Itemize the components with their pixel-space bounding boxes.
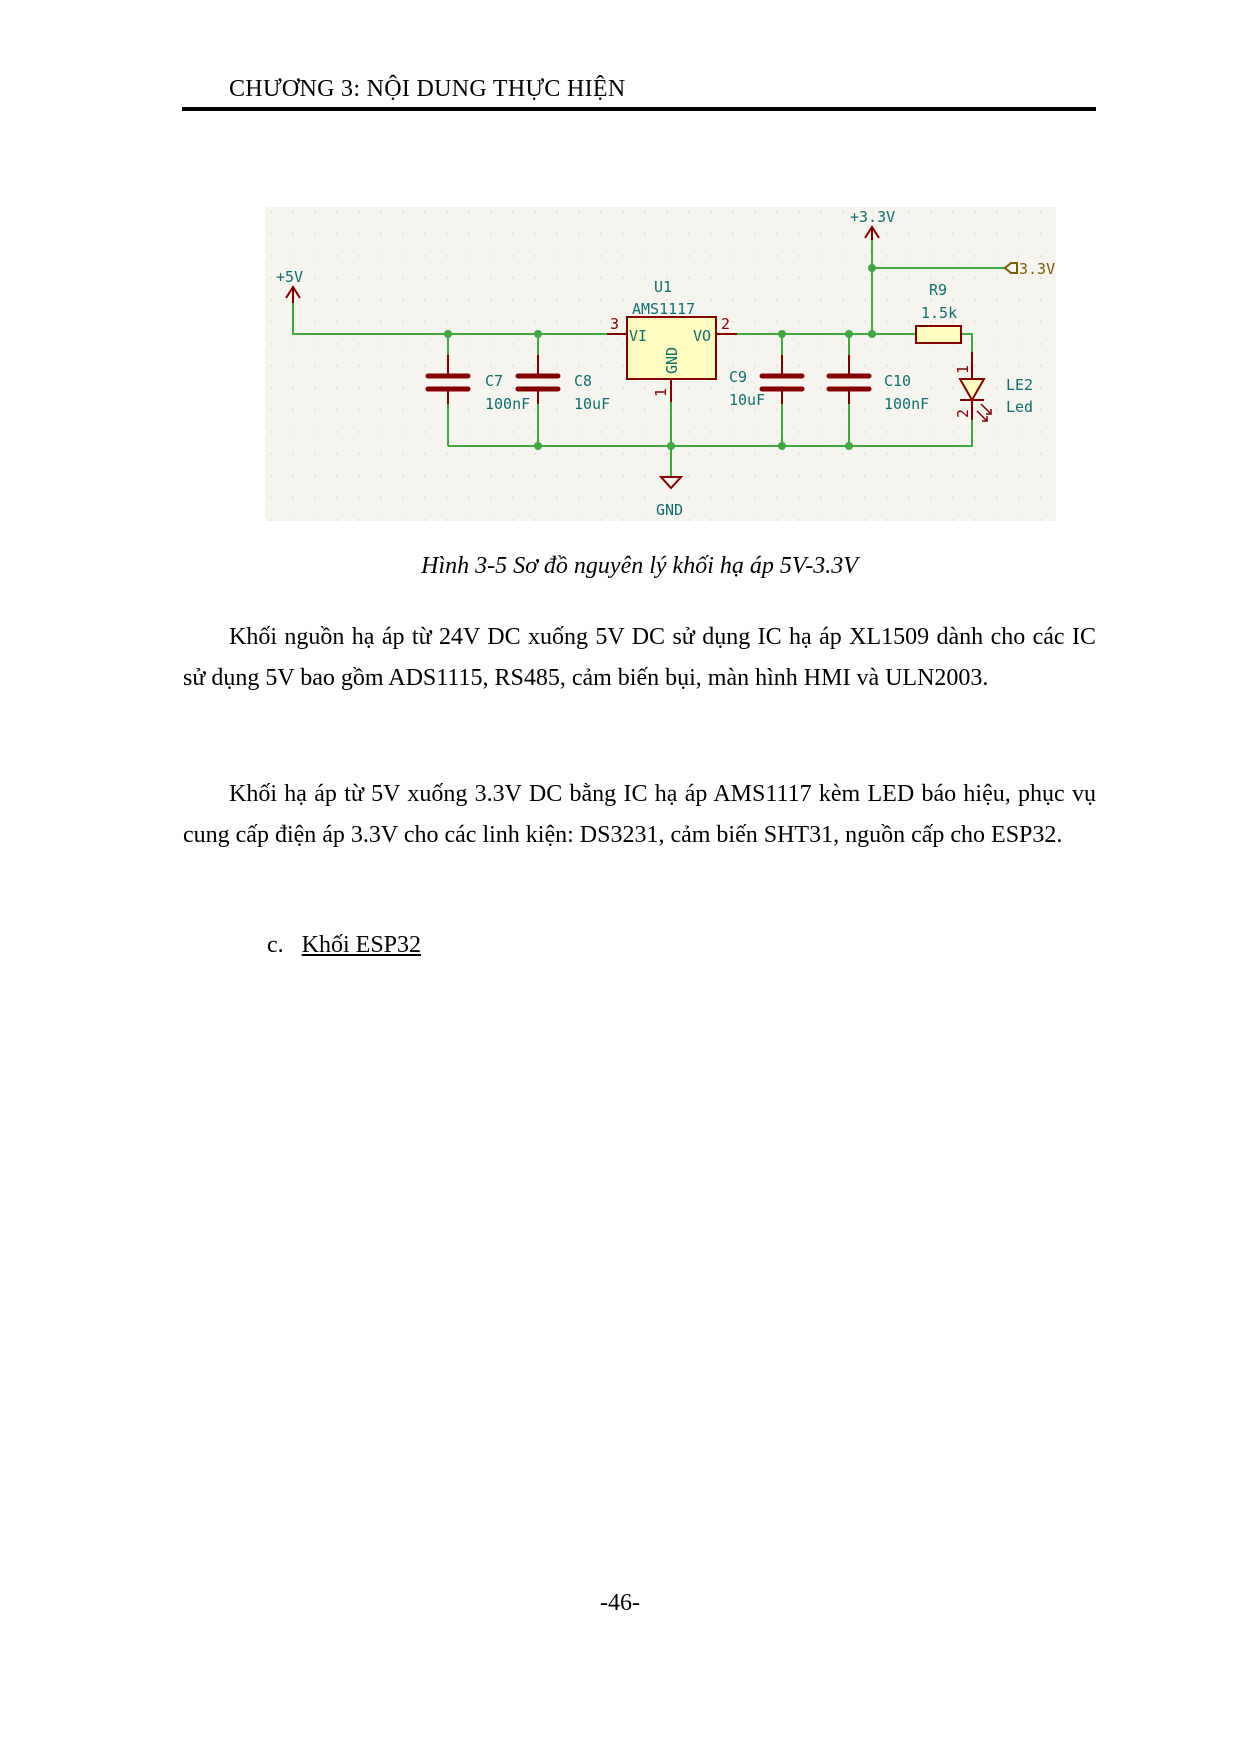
ic-pin-gnd: GND	[663, 346, 681, 374]
cap-c9-ref: C9	[729, 368, 748, 386]
ground-label: GND	[656, 501, 684, 519]
schematic-figure	[265, 207, 1056, 521]
body-paragraph: Khối hạ áp từ 5V xuống 3.3V DC bằng IC hạ áp AMS1117 kèm LED báo hiệu, phục vụ cung cấp điện áp 3.3V cho các linh kiện: DS3231, cảm biến SHT31, nguồn cấp cho ESP32.	[183, 781, 1096, 848]
subheading-number: c.	[267, 932, 284, 958]
power-out-label: +3.3V	[850, 208, 896, 226]
cap-c10-ref: C10	[884, 372, 912, 390]
global-label-3v3: 3.3V	[1019, 260, 1056, 278]
ic-value: AMS1117	[632, 300, 696, 318]
section-subheading	[267, 932, 421, 959]
led-ref: LE2	[1006, 376, 1034, 394]
led-value: Led	[1006, 398, 1034, 416]
resistor-ref: R9	[929, 281, 948, 299]
resistor-r9-symbol	[916, 326, 961, 343]
power-in-label: +5V	[276, 268, 304, 286]
header-rule	[182, 107, 1096, 111]
led-pin2: 2	[954, 408, 972, 418]
cap-c8-ref: C8	[574, 372, 593, 390]
cap-c8-value: 10uF	[574, 395, 611, 413]
cap-c7-value: 100nF	[485, 395, 531, 413]
ic-pin-vo: VO	[693, 327, 712, 345]
ic-pin-num-vo: 2	[721, 315, 731, 333]
ic-pin-num-gnd: 1	[652, 387, 670, 397]
chapter-header-title: CHƯƠNG 3: NỘI DUNG THỰC HIỆN	[229, 76, 626, 102]
body-paragraph: Khối nguồn hạ áp từ 24V DC xuống 5V DC sử dụng IC hạ áp XL1509 dành cho các IC sử dụng 5V bao gồm ADS1115, RS485, cảm biến bụi, màn hình HMI và ULN2003.	[183, 624, 1096, 691]
ic-pin-vi: VI	[629, 327, 648, 345]
subheading-label: Khối ESP32	[301, 932, 422, 958]
page-number: -46-	[600, 1590, 640, 1616]
ic-pin-num-vi: 3	[610, 315, 620, 333]
figure-caption: Hình 3-5 Sơ đồ nguyên lý khối hạ áp 5V-3.3V	[421, 553, 858, 579]
cap-c10-value: 100nF	[884, 395, 930, 413]
ic-ref: U1	[654, 278, 673, 296]
resistor-value: 1.5k	[921, 304, 958, 322]
cap-c7-ref: C7	[485, 372, 504, 390]
led-pin1: 1	[954, 364, 972, 374]
cap-c9-value: 10uF	[729, 391, 766, 409]
